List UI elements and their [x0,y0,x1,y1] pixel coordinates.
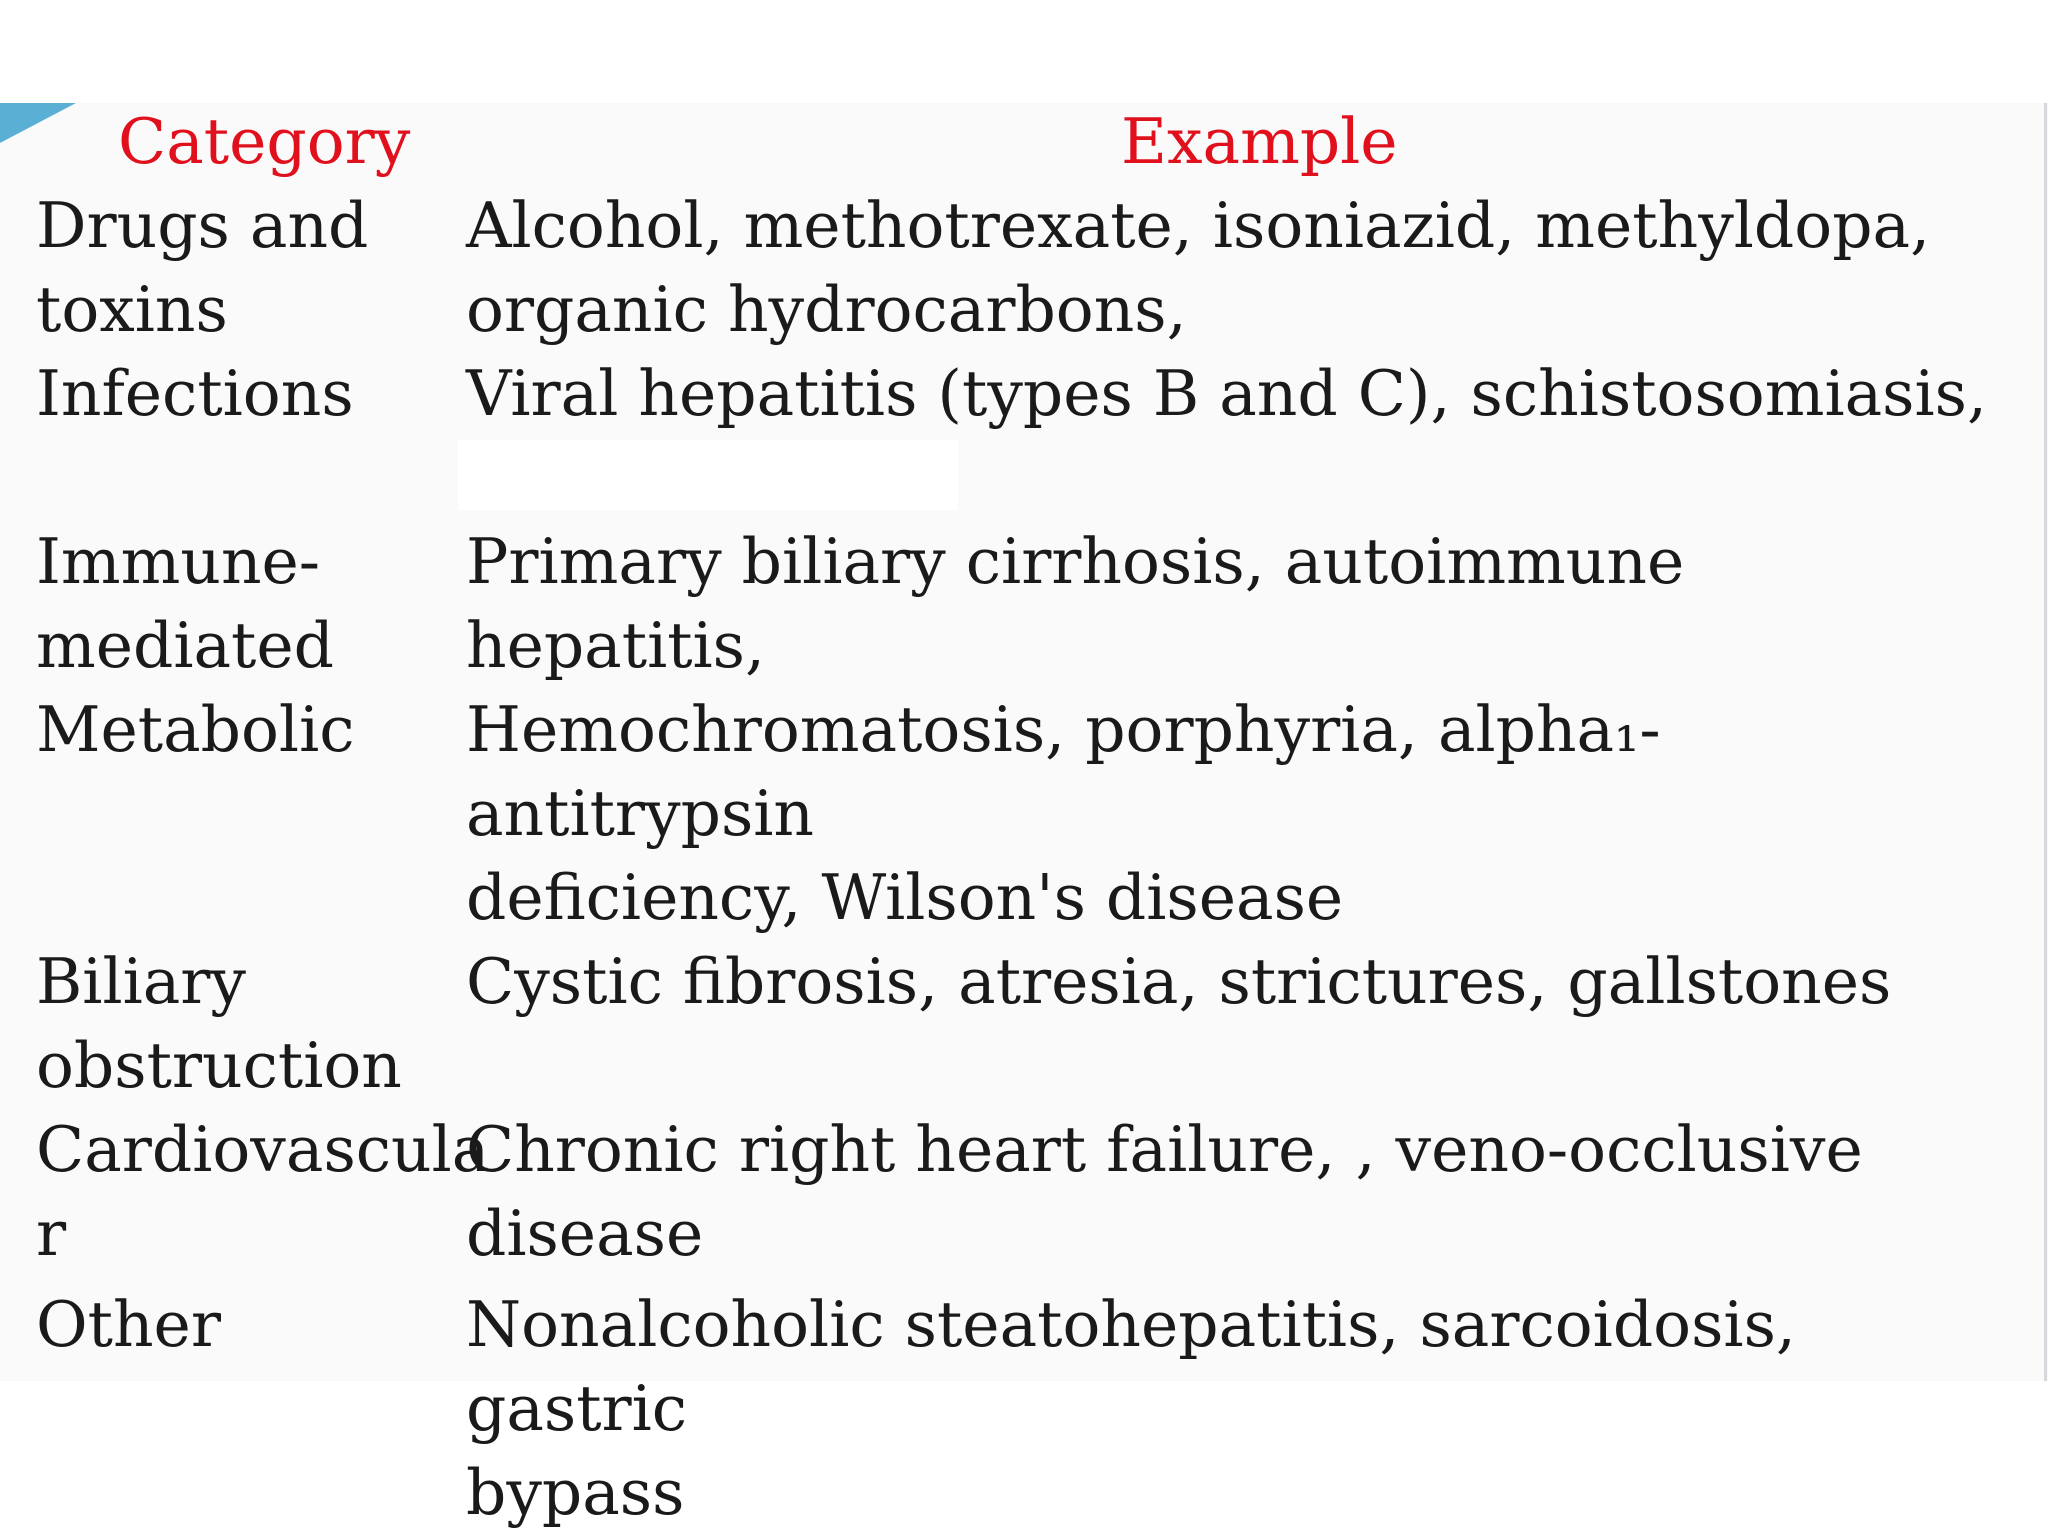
example-line: organic hydrocarbons, [466,273,1187,346]
category-cell [36,352,466,436]
category-line: Biliary [36,945,247,1018]
table-row [36,520,1996,688]
example-cell [466,1283,1996,1535]
category-cell [36,520,466,688]
table-header-row [36,100,1996,184]
table-row [36,1108,1996,1283]
category-line: Infections [36,357,354,430]
example-line: bypass [466,1456,685,1529]
header-example: Example [1121,105,1398,178]
category-cell [36,940,466,1108]
table-row [36,184,1996,352]
category-cell [36,1283,466,1367]
table-row [36,1283,1996,1535]
table-row [36,940,1996,1108]
example-line: deficiency, Wilson's disease [466,861,1344,934]
right-border-rule [2044,103,2047,1381]
example-line: Primary biliary cirrhosis, autoimmune hepatitis, [466,525,1685,682]
cirrhosis-causes-table [36,100,1996,1535]
category-line: Metabolic [36,693,355,766]
example-line: Cystic fibrosis, atresia, strictures, gallstones [466,945,1892,1018]
table-row [36,352,1996,520]
category-line: Cardiovascula [36,1113,490,1186]
category-line: obstruction [36,1029,402,1102]
example-line: Nonalcoholic steatohepatitis, sarcoidosis, gastric [466,1288,1796,1445]
example-line: Alcohol, methotrexate, isoniazid, methyldopa, [466,189,1931,262]
category-line: Drugs and [36,189,369,262]
category-line: mediated [36,609,334,682]
example-line: Hemochromatosis, porphyria, alpha₁-antitrypsin [466,693,1661,850]
example-cell [466,940,1996,1024]
example-cell [466,520,1996,688]
example-cell [466,688,1996,940]
category-line: toxins [36,273,228,346]
category-cell [36,688,466,772]
category-line: Other [36,1288,221,1361]
category-cell [36,1108,490,1276]
table-row [36,688,1996,940]
category-line: Immune- [36,525,321,598]
example-cell [466,352,1996,436]
category-cell [36,184,466,352]
category-line: r [36,1197,67,1270]
example-cell [466,1108,1996,1276]
header-category: Category [118,105,411,178]
example-cell [466,184,1996,352]
example-line: Chronic right heart failure, , veno-occlusive disease [466,1113,1863,1270]
example-line: Viral hepatitis (types B and C), schistosomiasis, [466,357,1987,430]
